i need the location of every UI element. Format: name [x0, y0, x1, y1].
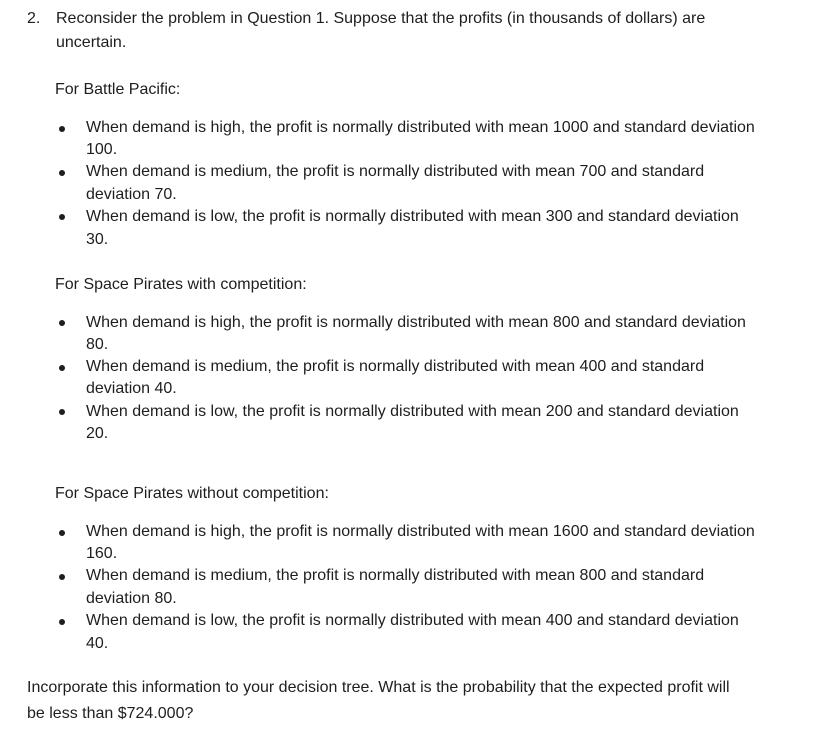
list-item-line-2: deviation 40. [86, 380, 177, 397]
list-item-line-2: 20. [86, 425, 109, 442]
list-item-line-2: 30. [86, 231, 109, 248]
list-item-line-2: 160. [86, 545, 118, 562]
closing-question-line-2: be less than $724.000? [27, 705, 194, 722]
section-heading-space-pirates-without-competition: For Space Pirates without competition: [55, 485, 329, 502]
list-item-line-1: When demand is medium, the profit is normally distributed with mean 800 and standard [86, 567, 705, 584]
list-item-line-1: When demand is medium, the profit is normally distributed with mean 700 and standard [86, 163, 705, 180]
bullet-icon [59, 320, 65, 326]
bullet-icon [59, 530, 65, 536]
closing-question-line-1: Incorporate this information to your decision tree. What is the probability that the expected profit will [27, 679, 730, 696]
question-text-line-1: Reconsider the problem in Question 1. Suppose that the profits (in thousands of dollars) are [56, 10, 706, 27]
section-heading-battle-pacific: For Battle Pacific: [55, 81, 181, 98]
list-item-line-1: When demand is low, the profit is normally distributed with mean 200 and standard deviation [86, 403, 739, 420]
list-item-line-2: deviation 80. [86, 590, 177, 607]
list-item-line-1: When demand is high, the profit is normally distributed with mean 800 and standard deviation [86, 314, 746, 331]
list-item-line-1: When demand is medium, the profit is normally distributed with mean 400 and standard [86, 358, 705, 375]
list-item-line-2: 100. [86, 141, 118, 158]
bullet-icon [59, 409, 65, 415]
list-item-line-2: deviation 70. [86, 186, 177, 203]
bullet-icon [59, 214, 65, 220]
bullet-icon [59, 170, 65, 176]
list-item-line-2: 40. [86, 635, 109, 652]
list-item-line-2: 80. [86, 336, 109, 353]
list-item-line-1: When demand is high, the profit is normally distributed with mean 1000 and standard deviation [86, 119, 755, 136]
question-number: 2. [27, 10, 41, 27]
section-heading-space-pirates-with-competition: For Space Pirates with competition: [55, 276, 307, 293]
bullet-icon [59, 574, 65, 580]
bullet-icon [59, 619, 65, 625]
bullet-icon [59, 365, 65, 371]
list-item-line-1: When demand is low, the profit is normally distributed with mean 400 and standard deviation [86, 612, 739, 629]
bullet-icon [59, 126, 65, 132]
question-text-line-2: uncertain. [56, 34, 127, 51]
list-item-line-1: When demand is low, the profit is normally distributed with mean 300 and standard deviation [86, 208, 739, 225]
list-item-line-1: When demand is high, the profit is normally distributed with mean 1600 and standard deviation [86, 523, 755, 540]
